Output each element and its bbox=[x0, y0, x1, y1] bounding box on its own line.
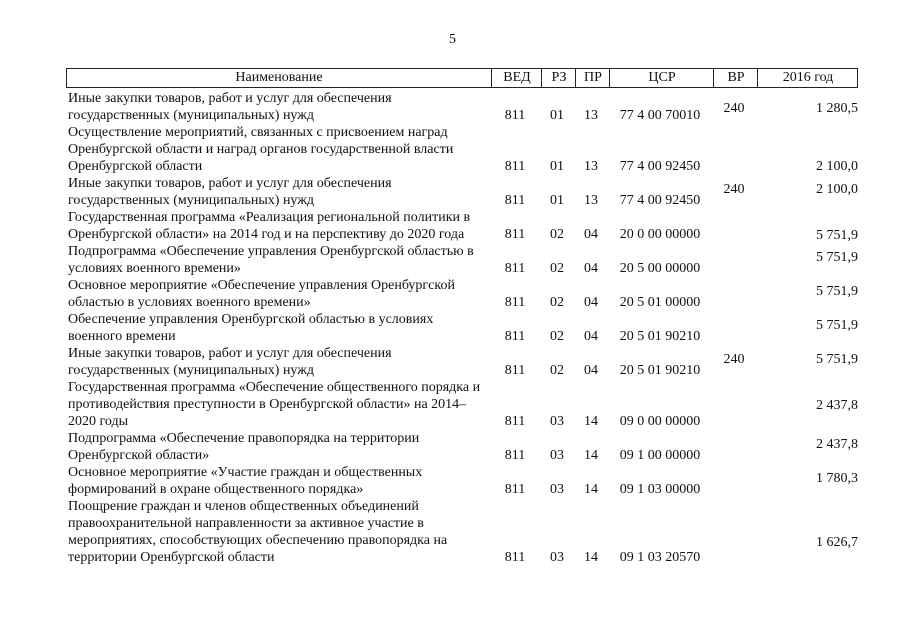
row-amount: 2 437,8 bbox=[816, 437, 858, 452]
row-rz: 03 bbox=[550, 550, 564, 565]
row-ved: 811 bbox=[504, 193, 526, 208]
row-name: Подпрограмма «Обеспечение управления Оренбургской областью в условиях военного времени» bbox=[68, 244, 474, 276]
row-pr: 14 bbox=[584, 448, 598, 463]
row-pr: 04 bbox=[584, 227, 598, 242]
table-row bbox=[66, 90, 858, 124]
row-vr: 240 bbox=[723, 352, 745, 367]
table-row bbox=[66, 464, 858, 498]
row-csr: 09 1 03 00000 bbox=[619, 482, 701, 497]
row-name: Основное мероприятие «Обеспечение управления Оренбургской областью в условиях военного времени» bbox=[68, 278, 455, 310]
row-csr: 20 5 00 00000 bbox=[619, 261, 701, 276]
row-amount: 1 780,3 bbox=[816, 471, 858, 486]
row-rz: 03 bbox=[550, 448, 564, 463]
row-name: Иные закупки товаров, работ и услуг для обеспечения государственных (муниципальных) нужд bbox=[68, 346, 392, 378]
row-ved: 811 bbox=[504, 295, 526, 310]
header-csr: ЦСР bbox=[609, 69, 714, 87]
header-year: 2016 год bbox=[757, 69, 858, 87]
row-csr: 09 0 00 00000 bbox=[619, 414, 701, 429]
row-name: Основное мероприятие «Участие граждан и общественных формирований в охране общественного порядка» bbox=[68, 465, 423, 497]
row-rz: 02 bbox=[550, 295, 564, 310]
row-csr: 77 4 00 70010 bbox=[619, 108, 701, 123]
row-amount: 5 751,9 bbox=[816, 284, 858, 299]
table-row bbox=[66, 345, 858, 379]
row-amount: 1 280,5 bbox=[816, 101, 858, 116]
table-row bbox=[66, 277, 858, 311]
table-row bbox=[66, 498, 858, 566]
row-name: Иные закупки товаров, работ и услуг для обеспечения государственных (муниципальных) нужд bbox=[68, 91, 392, 123]
row-pr: 14 bbox=[584, 482, 598, 497]
row-pr: 14 bbox=[584, 414, 598, 429]
row-ved: 811 bbox=[504, 159, 526, 174]
table-row bbox=[66, 209, 858, 243]
row-csr: 09 1 00 00000 bbox=[619, 448, 701, 463]
row-amount: 5 751,9 bbox=[816, 318, 858, 333]
row-pr: 04 bbox=[584, 295, 598, 310]
row-rz: 02 bbox=[550, 261, 564, 276]
row-ved: 811 bbox=[504, 261, 526, 276]
row-amount: 2 100,0 bbox=[816, 182, 858, 197]
row-csr: 77 4 00 92450 bbox=[619, 193, 701, 208]
row-pr: 13 bbox=[584, 193, 598, 208]
row-rz: 02 bbox=[550, 363, 564, 378]
row-pr: 04 bbox=[584, 329, 598, 344]
row-pr: 14 bbox=[584, 550, 598, 565]
table-row bbox=[66, 175, 858, 209]
table-row bbox=[66, 243, 858, 277]
row-csr: 20 5 01 90210 bbox=[619, 329, 701, 344]
row-csr: 77 4 00 92450 bbox=[619, 159, 701, 174]
row-amount: 5 751,9 bbox=[816, 228, 858, 243]
row-csr: 09 1 03 20570 bbox=[619, 550, 701, 565]
row-rz: 02 bbox=[550, 227, 564, 242]
row-ved: 811 bbox=[504, 108, 526, 123]
row-ved: 811 bbox=[504, 448, 526, 463]
row-ved: 811 bbox=[504, 227, 526, 242]
row-ved: 811 bbox=[504, 329, 526, 344]
row-rz: 02 bbox=[550, 329, 564, 344]
budget-table-body bbox=[66, 90, 858, 566]
row-ved: 811 bbox=[504, 363, 526, 378]
row-vr: 240 bbox=[723, 182, 745, 197]
table-row bbox=[66, 124, 858, 175]
row-ved: 811 bbox=[504, 482, 526, 497]
table-row bbox=[66, 311, 858, 345]
row-amount: 2 437,8 bbox=[816, 398, 858, 413]
table-row bbox=[66, 379, 858, 430]
row-name: Обеспечение управления Оренбургской областью в условиях военного времени bbox=[68, 312, 434, 344]
row-rz: 03 bbox=[550, 482, 564, 497]
row-pr: 13 bbox=[584, 108, 598, 123]
row-rz: 01 bbox=[550, 193, 564, 208]
table-header bbox=[66, 68, 858, 88]
row-ved: 811 bbox=[504, 414, 526, 429]
row-ved: 811 bbox=[504, 550, 526, 565]
header-name: Наименование bbox=[235, 70, 323, 85]
header-rz: РЗ bbox=[541, 69, 576, 87]
header-pr: ПР bbox=[575, 69, 610, 87]
row-amount: 5 751,9 bbox=[816, 250, 858, 265]
row-rz: 01 bbox=[550, 159, 564, 174]
row-csr: 20 5 01 90210 bbox=[619, 363, 701, 378]
row-name: Государственная программа «Реализация региональной политики в Оренбургской области» на 2014 год и на перспективу до 2020 года bbox=[68, 210, 471, 242]
row-csr: 20 5 01 00000 bbox=[619, 295, 701, 310]
page-number: 5 bbox=[449, 32, 456, 47]
row-name: Подпрограмма «Обеспечение правопорядка на территории Оренбургской области» bbox=[68, 431, 420, 463]
row-rz: 03 bbox=[550, 414, 564, 429]
row-amount: 2 100,0 bbox=[816, 159, 858, 174]
header-vr: ВР bbox=[713, 69, 758, 87]
table-row bbox=[66, 430, 858, 464]
row-csr: 20 0 00 00000 bbox=[619, 227, 701, 242]
row-rz: 01 bbox=[550, 108, 564, 123]
row-vr: 240 bbox=[723, 101, 745, 116]
row-pr: 13 bbox=[584, 159, 598, 174]
header-ved: ВЕД bbox=[491, 69, 542, 87]
row-name: Государственная программа «Обеспечение общественного порядка и противодействия преступности в Оренбургской области» на 2014–2020 годы bbox=[68, 380, 481, 429]
row-pr: 04 bbox=[584, 363, 598, 378]
row-amount: 5 751,9 bbox=[816, 352, 858, 367]
row-name: Поощрение граждан и членов общественных объединений правоохранительной направленности за активное участие в мероприятиях, способствующих обеспечению правопорядка на территории Оренбургской области bbox=[68, 499, 448, 565]
row-pr: 04 bbox=[584, 261, 598, 276]
row-name: Осуществление мероприятий, связанных с присвоением наград Оренбургской области и наград органов государственной власти Оренбургской области bbox=[68, 125, 454, 174]
row-name: Иные закупки товаров, работ и услуг для обеспечения государственных (муниципальных) нужд bbox=[68, 176, 392, 208]
row-amount: 1 626,7 bbox=[816, 535, 858, 550]
